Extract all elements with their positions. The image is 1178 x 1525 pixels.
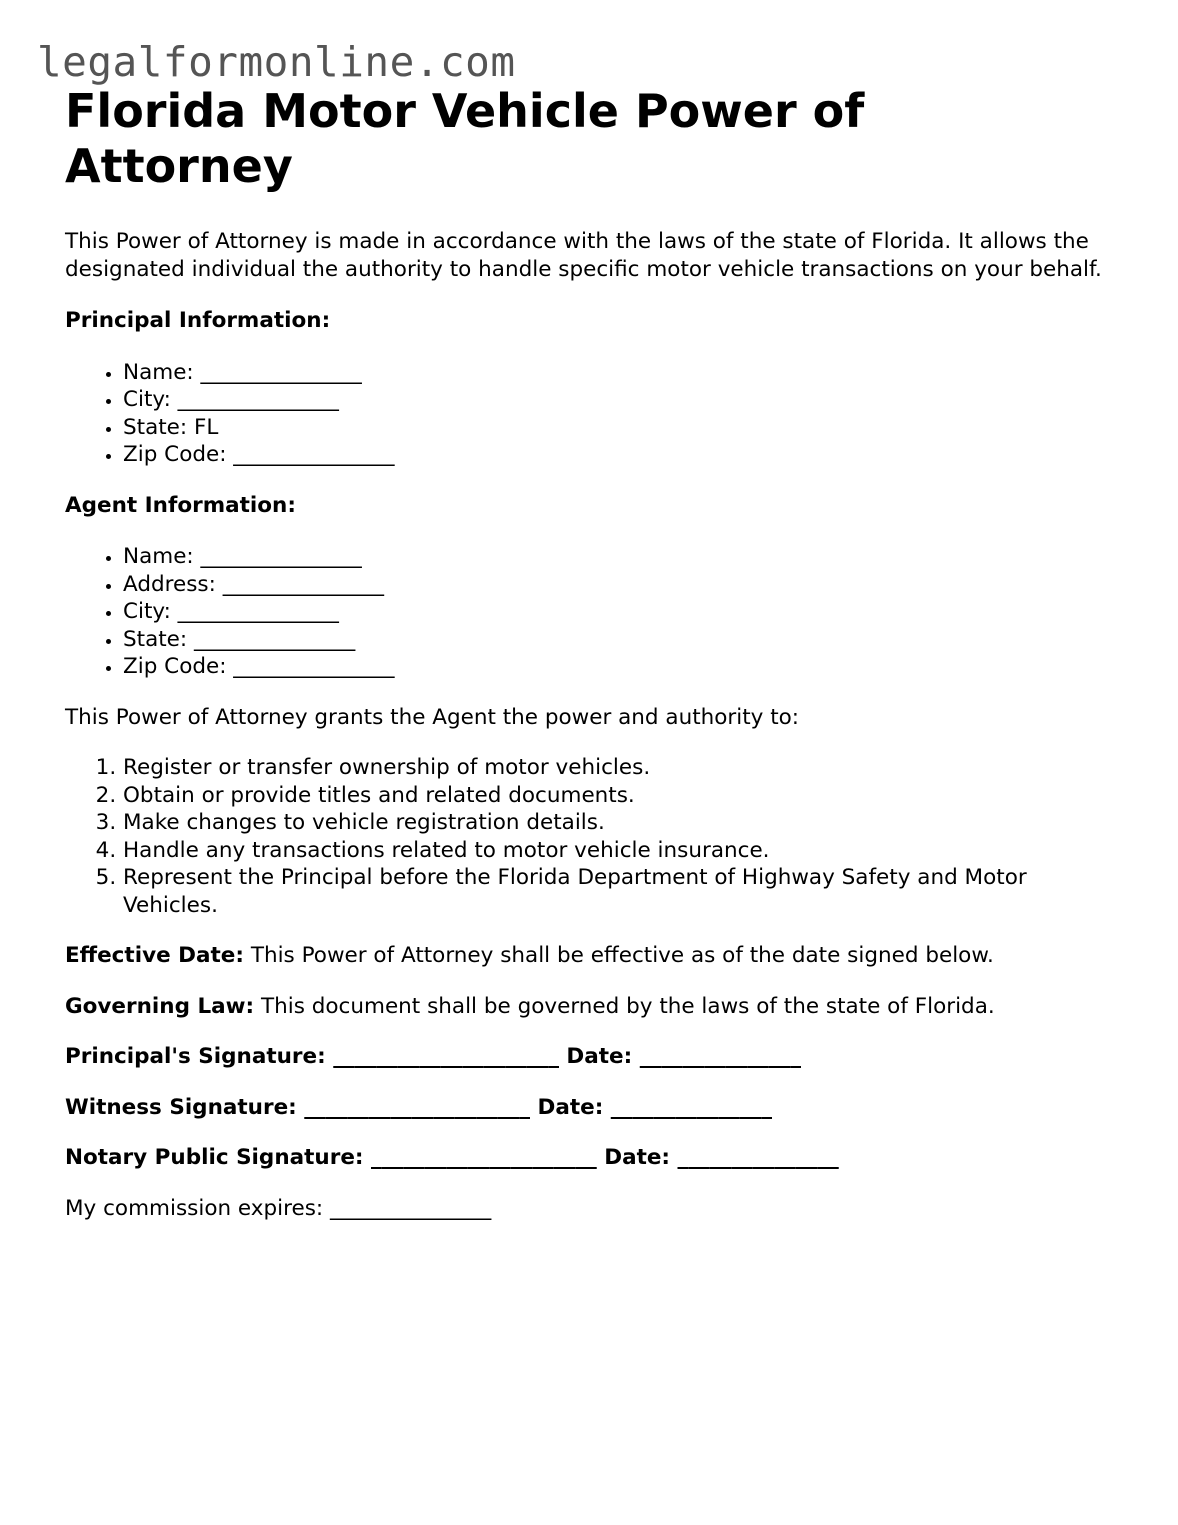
agent-info-heading: Agent Information: — [65, 492, 296, 518]
effective-date-clause — [65, 942, 1125, 970]
grant-intro: This Power of Attorney grants the Agent the power and authority to: — [65, 704, 800, 730]
governing-law-clause — [65, 993, 1125, 1021]
power-item: 2. Obtain or provide titles and related documents. — [123, 782, 1125, 810]
effective-date-text: This Power of Attorney shall be effective as of the date signed below. — [243, 943, 994, 968]
powers-list — [65, 754, 1125, 919]
document-title: Florida Motor Vehicle Power of Attorney — [65, 84, 865, 193]
agent-city-field: • City: _______________ — [123, 598, 1125, 626]
power-item: 5. Represent the Principal before the Florida Department of Highway Safety and Motor Vehicles. — [123, 864, 1125, 919]
agent-zip-field: • Zip Code: _______________ — [123, 653, 1125, 681]
principal-name-field: • Name: _______________ — [123, 359, 1125, 387]
intro-paragraph: This Power of Attorney is made in accordance with the laws of the state of Florida. It allows the designated individual the authority to handle specific motor vehicle transactions on your behalf. — [65, 229, 1102, 282]
agent-address-field: • Address: _______________ — [123, 571, 1125, 599]
principal-info-list — [65, 359, 1125, 469]
principal-zip-field: • Zip Code: _______________ — [123, 441, 1125, 469]
witness-signature-line — [65, 1094, 1125, 1122]
document-body — [65, 84, 1125, 1245]
governing-law-text: This document shall be governed by the laws of the state of Florida. — [254, 993, 995, 1019]
power-item: 4. Handle any transactions related to motor vehicle insurance. — [123, 837, 1125, 865]
notary-signature-line — [65, 1144, 1125, 1172]
notary-signature-label: Notary Public Signature: _____________________ Date: _______________ — [65, 1145, 839, 1170]
agent-state-field: • State: _______________ — [123, 626, 1125, 654]
effective-date-label: Effective Date: — [65, 943, 244, 968]
governing-law-label: Governing Law: — [65, 993, 255, 1019]
power-item: 3. Make changes to vehicle registration details. — [123, 809, 1125, 837]
principal-city-field: • City: _______________ — [123, 386, 1125, 414]
principal-info-heading: Principal Information: — [65, 308, 331, 333]
agent-name-field: • Name: _______________ — [123, 543, 1125, 571]
commission-expires-line: My commission expires: _______________ — [65, 1195, 492, 1221]
principal-signature-line — [65, 1043, 1125, 1071]
power-item: 1. Register or transfer ownership of motor vehicles. — [123, 754, 1125, 782]
witness-signature-label: Witness Signature: _____________________ Date: _______________ — [65, 1094, 773, 1120]
principal-signature-label: Principal's Signature: _____________________ Date: _______________ — [65, 1044, 801, 1069]
agent-info-list — [65, 543, 1125, 681]
principal-state-field: • State: FL — [123, 414, 1125, 442]
site-watermark: legalformonline.com — [37, 38, 516, 86]
